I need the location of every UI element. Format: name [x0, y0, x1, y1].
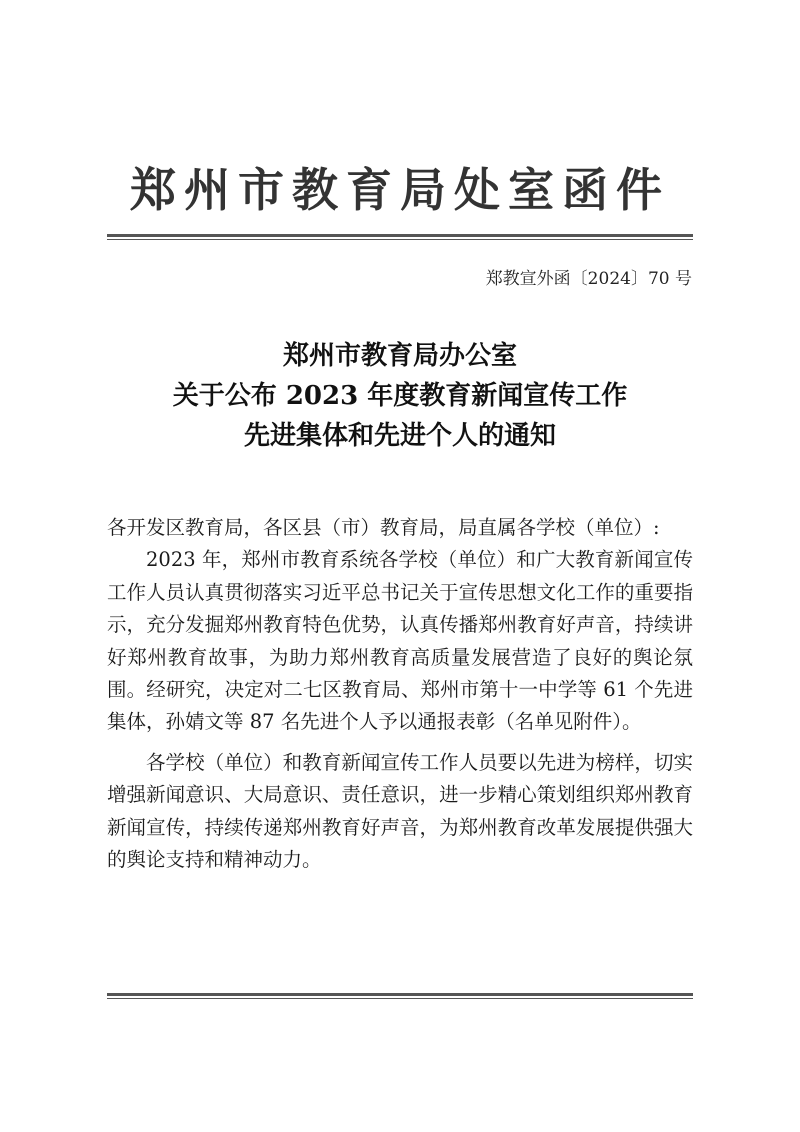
footer-divider — [107, 993, 693, 999]
document-body — [107, 512, 693, 876]
document-masthead: 郑州市教育局处室函件 — [130, 163, 670, 217]
salutation: 各开发区教育局，各区县（市）教育局，局直属各学校（单位）: — [107, 516, 660, 539]
document-number: 郑教宣外函〔2024〕70 号 — [485, 269, 692, 289]
title-line-2: 关于公布 2023 年度教育新闻宣传工作 — [172, 381, 628, 411]
body-paragraph-2: 各学校（单位）和教育新闻宣传工作人员要以先进为榜样，切实增强新闻意识、大局意识、责任意识，进一步精心策划组织郑州教育新闻宣传，持续传递郑州教育好声音，为郑州教育改革发展提供强大的舆论支持和精神动力。 — [107, 750, 693, 872]
title-line-3: 先进集体和先进个人的通知 — [243, 421, 556, 451]
body-paragraph-1: 2023 年，郑州市教育系统各学校（单位）和广大教育新闻宣传工作人员认真贯彻落实习近平总书记关于宣传思想文化工作的重要指示，充分发掘郑州教育特色优势，认真传播郑州教育好声音，持续讲好郑州教育故事，为助力郑州教育高质量发展营造了良好的舆论氛围。经研究，决定对二七区教育局、郑州市第十一中学等 61 个先进集体，孙婧文等 87 名先进个人予以通报表彰（名单见附件）。 — [107, 548, 693, 734]
document-title — [0, 336, 800, 456]
title-line-1: 郑州市教育局办公室 — [282, 341, 517, 371]
header-divider — [107, 234, 693, 240]
